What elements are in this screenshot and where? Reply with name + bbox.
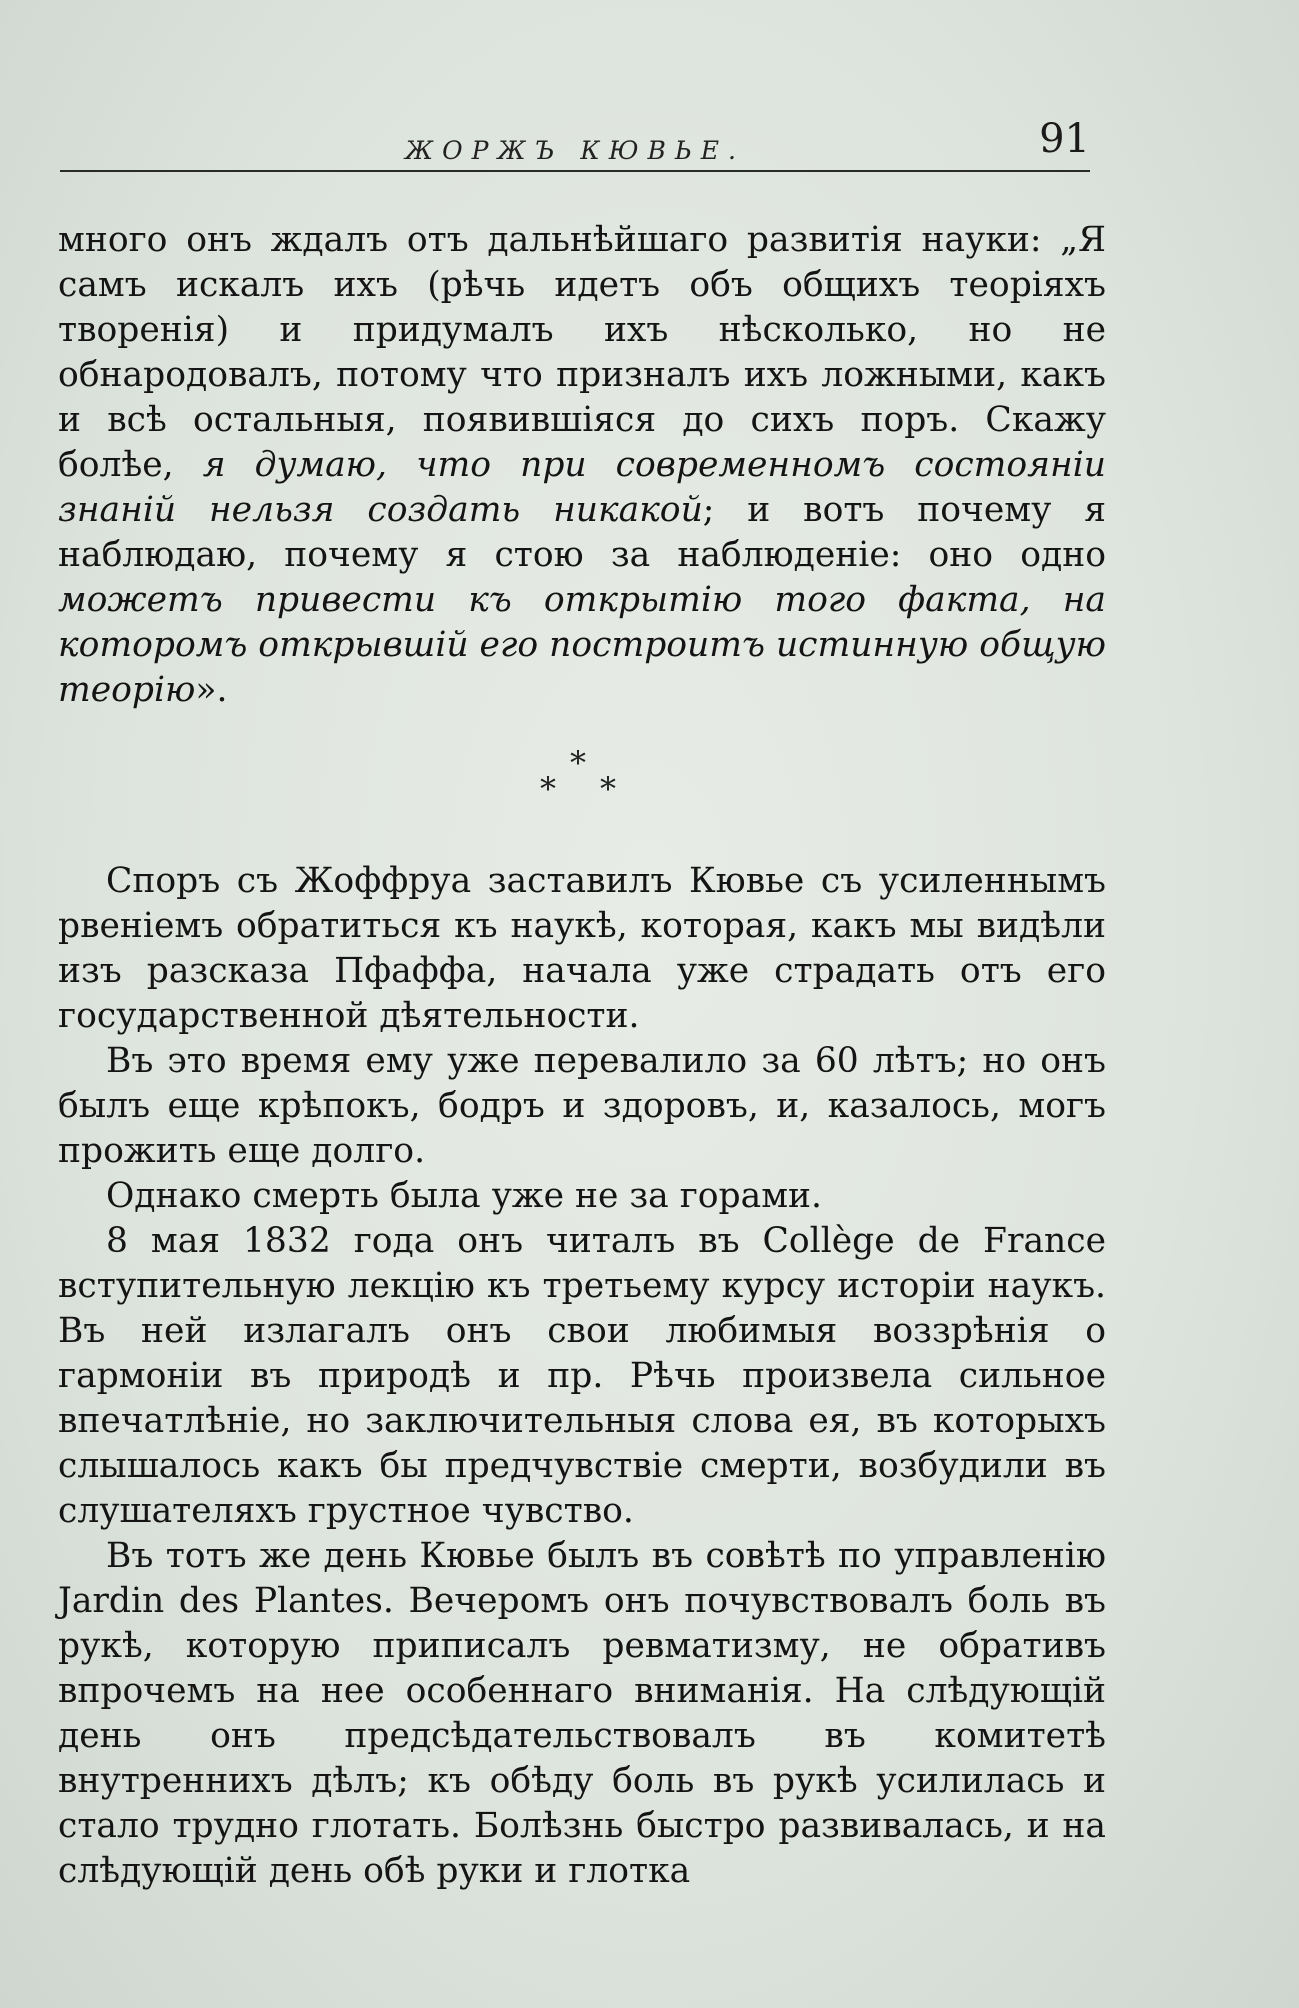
quote-italic-1: я думаю, что при современномъ состояніи знаній нельзя создать никакой <box>58 445 1106 530</box>
paragraph-dispute: Споръ съ Жоффруа заставилъ Кювье съ усиленнымъ рвеніемъ обратиться къ наукѣ, которая, какъ мы видѣли изъ разсказа Пфаффа, начала уже страдать отъ его государственной дѣятельности. <box>58 861 1106 1036</box>
quote-text-1: много онъ ждалъ отъ дальнѣйшаго развитія науки: „Я самъ искалъ ихъ (рѣчь идетъ объ общихъ теоріяхъ творенія) и придумалъ ихъ нѣсколько, но не обнародовалъ, потому что призналъ ихъ ложными, какъ и всѣ остальныя, появившіяся до сихъ поръ. Скажу болѣе, <box>58 220 1106 485</box>
quote-italic-2: можетъ привести къ открытію того факта, на которомъ открывшій его построитъ истинную общую теорію <box>58 580 1106 710</box>
section-asterism <box>58 721 1106 831</box>
paragraph-lecture: 8 мая 1832 года онъ читалъ въ Collège de France вступительную лекцію къ третьему курсу исторіи наукъ. Въ ней излагалъ онъ свои любимыя воззрѣнія о гармоніи въ природѣ и пр. Рѣчь произвела сильное впечатлѣніе, но заключительныя слова ея, въ которыхъ слышалось какъ бы предчувствіе смерти, возбудили въ слушателяхъ грустное чувство. <box>58 1221 1106 1531</box>
quote-text-2: ; и вотъ почему я наблюдаю, почему я стою за наблюденіе: оно одно <box>58 490 1106 575</box>
running-title: ЖОРЖЪ КЮВЬЕ. <box>405 136 745 165</box>
asterism-star-left: * <box>540 770 556 808</box>
asterism-star-right: * <box>600 770 616 808</box>
paragraph-death-near: Однако смерть была уже не за горами. <box>106 1176 823 1216</box>
paragraph-illness: Въ тотъ же день Кювье былъ въ совѣтѣ по управленію Jardin des Plantes. Вечеромъ онъ почувствовалъ боль въ рукѣ, которую приписалъ ревматизму, не обративъ впрочемъ на нее особеннаго вниманія. На слѣдующій день онъ предсѣдательствовалъ въ комитетѣ внутреннихъ дѣлъ; къ обѣду боль въ рукѣ усилилась и стало трудно глотать. Болѣзнь быстро развивалась, и на слѣдующій день обѣ руки и глотка <box>58 1536 1106 1891</box>
paragraph-continued-quote <box>58 218 1106 713</box>
body-text <box>58 218 1106 1894</box>
page-header <box>60 110 1090 172</box>
paragraph-age: Въ это время ему уже перевалило за 60 лѣтъ; но онъ былъ еще крѣпокъ, бодръ и здоровъ, и, казалось, могъ прожить еще долго. <box>58 1041 1106 1171</box>
asterism-star-top: * <box>570 744 586 782</box>
page-number: 91 <box>1039 116 1090 162</box>
quote-text-3: ». <box>195 670 228 710</box>
